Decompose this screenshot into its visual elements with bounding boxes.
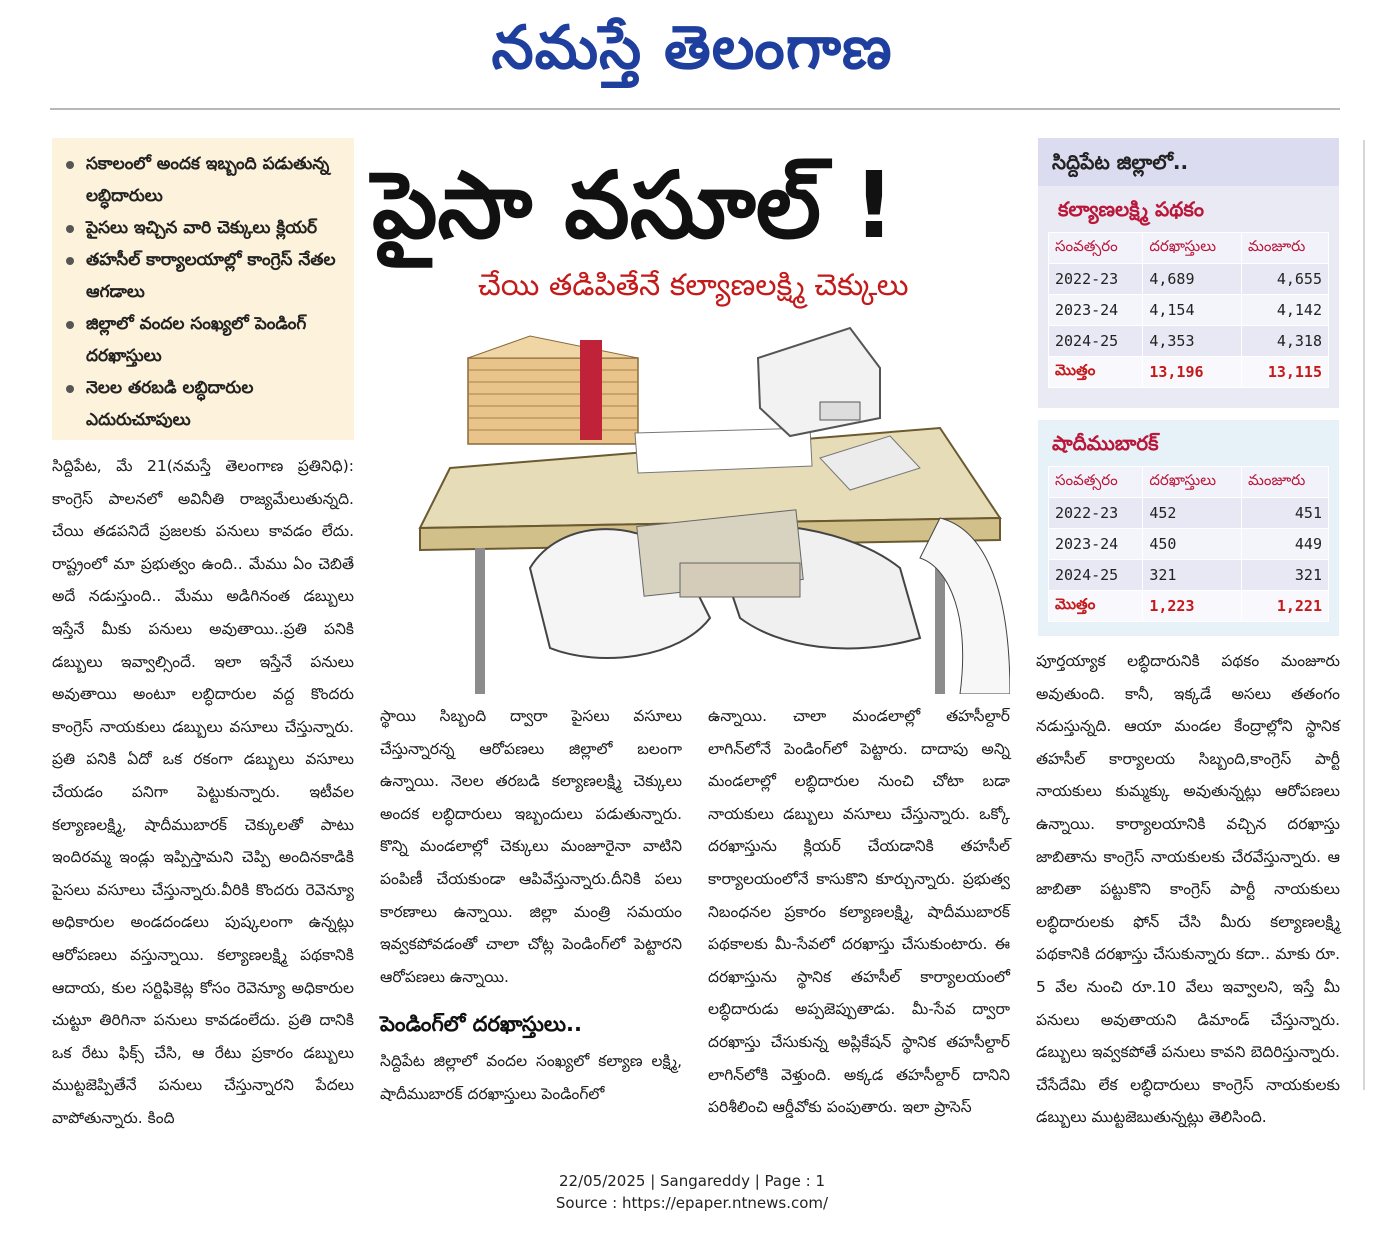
table-row: 2023-24 450 449 [1049,529,1329,560]
footer-source[interactable]: Source : https://epaper.ntnews.com/ [555,1194,829,1212]
table-header: మంజూరు [1242,467,1329,498]
highlight-item: నెలల తరబడి లబ్ధిదారుల ఎదురుచూపులు [64,372,346,436]
highlight-item: తహసీల్ కార్యాలయాల్లో కాంగ్రెస్ నేతల ఆగడాలు [64,244,346,308]
highlight-item: సకాలంలో అందక ఇబ్బంది పడుతున్న లబ్ధిదారులు [64,148,346,212]
shaadimubarak-title: షాదీముబారక్ [1052,431,1159,455]
article-column-3: ఉన్నాయి. చాలా మండలాల్లో తహసీల్దార్ లాగిన్‌లోనే పెండింగ్‌లో పెట్టారు. దాదాపు అన్ని మండలాల్లో లబ్ధిదారుల నుంచి చోటా బడా నాయకులు డబ్బులు వసూలు చేస్తున్నారు. ఒక్కో దరఖాస్తును క్లియర్ చేయడానికి తహసీల్ కార్యాలయంలోనే కాసుకొని కూర్చున్నారు. ప్రభుత్వ నిబంధనల ప్రకారం కల్యాణలక్ష్మి, షాదీముబారక్ పథకాలకు మీ-సేవలో దరఖాస్తు చేసుకుంటారు. ఈ దరఖాస్తును స్థానిక తహసీల్ కార్యాలయంలో లబ్ధిదారుడు అప్పజెప్పుతాడు. మీ-సేవ ద్వారా దరఖాస్తు చేసుకున్న అప్లికేషన్ స్థానిక తహసీల్దార్ లాగిన్‌లోకి వెళ్తుంది. అక్కడ తహసీల్దార్ దానిని పరిశీలించి ఆర్డీవోకు పంపుతారు. ఇలా ప్రాసెస్ [708,707,1010,1117]
headline: పైసా వసూల్ ! [372,152,895,259]
article-column-1: సిద్దిపేట, మే 21(నమస్తే తెలంగాణ ప్రతినిధి): కాంగ్రెస్ పాలనలో అవినీతి రాజ్యమేలుతున్నది. చేయి తడపనిదే ప్రజలకు పనులు కావడం లేదు. రాష్ట్రంలో మా ప్రభుత్వం ఉంది.. మేము ఏం చెబితే అదే నడుస్తుంది.. మేము అడిగినంత డబ్బులు ఇస్తేనే మీకు పనులు అవుతాయి..ప్రతి పనికి డబ్బులు ఇవ్వాల్సిందే. ఇలా ఇస్తేనే పనులు అవుతాయి అంటూ లబ్ధిదారుల వద్ద కొందరు కాంగ్రెస్ నాయకులు డబ్బులు వసూలు చేస్తున్నారు. ప్రతి పనికి ఏదో ఒక రకంగా డబ్బులు వసూలు చేయడం పనిగా పెట్టుకున్నారు. ఇటీవల కల్యాణలక్ష్మి, షాదీముబారక్ చెక్కులతో పాటు ఇందిరమ్మ ఇండ్లు ఇప్పిస్తామని చెప్పి అందినకాడికి పైసలు వసూలు చేస్తున్నారు.వీరికి కొందరు రెవెన్యూ అధికారుల అండదండలు పుష్కలంగా ఉన్నట్లు ఆరోపణలు వస్తున్నాయి. కల్యాణలక్ష్మి పథకానికి ఆదాయ, కుల సర్టిఫికెట్ల కోసం రెవెన్యూ అధికారుల చుట్టూ తిరిగినా పనులు కావడంలేదు. ప్రతి దానికి ఒక రేటు ఫిక్స్ చేసి, ఆ రేటు ప్రకారం డబ్బులు ముట్టజెప్పితేనే పనులు చేస్తున్నారని పేదలు వాపోతున్నారు. కింది [52,457,354,1127]
bullet-icon [66,385,74,393]
table-row: 2024-25 321 321 [1049,560,1329,591]
kalyanalakshmi-title: కల్యాణలక్ష్మి పథకం [1058,197,1204,221]
table-header: మంజూరు [1242,233,1329,264]
table-header: దరఖాస్తులు [1143,467,1242,498]
bullet-icon [66,161,74,169]
masthead-logo: నమస్తే తెలంగాణ [491,13,893,83]
bullet-icon [66,257,74,265]
table-row: 2024-25 4,353 4,318 [1049,326,1329,357]
article-column-4: పూర్తయ్యాక లబ్ధిదారునికి పథకం మంజూరు అవుతుంది. కానీ, ఇక్కడే అసలు తతంగం నడుస్తున్నది. ఆయా మండల కేంద్రాల్లోని స్థానిక తహసీల్ కార్యాలయ సిబ్బంది,కాంగ్రెస్ పార్టీ నాయకులు కుమ్మక్కు అవుతున్నట్లు ఆరోపణలు ఉన్నాయి. కార్యాలయానికి వచ్చిన దరఖాస్తు జాబితాను కాంగ్రెస్ నాయకులకు చేరవేస్తున్నారు. ఆ జాబితా పట్టుకొని కాంగ్రెస్ పార్టీ నాయకులు లబ్ధిదారులకు ఫోన్ చేసి మీరు కల్యాణలక్ష్మి పథకానికి దరఖాస్తు చేసుకున్నారు కదా.. మాకు రూ. 5 వేల నుంచి రూ.10 వేలు ఇవ్వాలని, ఇస్తే మీ పనులు అవుతాయని డిమాండ్ చేస్తున్నారు. డబ్బులు ఇవ్వకపోతే పనులు కావని బెదిరిస్తున్నారు. చేసేదేమి లేక లబ్ధిదారులు కాంగ్రెస్ నాయకులకు డబ్బులు ముట్టజెబుతున్నట్లు తెలిసింది. [1036,652,1340,1127]
table-total-row: మొత్తం 13,196 13,115 [1049,357,1329,388]
shaadimubarak-stats-box [1038,420,1339,636]
masthead-divider [50,108,1340,110]
table-row: 2022-23 4,689 4,655 [1049,264,1329,295]
table-header: సంవత్సరం [1049,467,1143,498]
kalyanalakshmi-stats-box [1038,138,1339,408]
highlights-box [52,138,354,440]
column-rule [1363,140,1365,1090]
kalyanalakshmi-table [1048,232,1329,388]
table-header: సంవత్సరం [1049,233,1143,264]
article-column-2: స్థాయి సిబ్బంది ద్వారా పైసలు వసూలు చేస్తున్నారన్న ఆరోపణలు జిల్లాలో బలంగా ఉన్నాయి. నెలల తరబడి కల్యాణలక్ష్మి చెక్కులు అందక లబ్ధిదారులు ఇబ్బందులు పడుతున్నారు. కొన్ని మండలాల్లో చెక్కులు మంజూరైనా వాటిని పంపిణీ చేయకుండా ఆపివేస్తున్నారు.దీనికి పలు కారణాలు ఉన్నాయి. జిల్లా మంత్రి సమయం ఇవ్వకపోవడంతో చాలా చోట్ల పెండింగ్‌లో పెట్టారని ఆరోపణలు ఉన్నాయి. పెండింగ్‌లో దరఖాస్తులు.. సిద్దిపేట జిల్లాలో వందల సంఖ్యలో కల్యాణ లక్ష్మి, షాదీముబారక్ దరఖాస్తులు పెండింగ్‌లో [380,707,682,1103]
shaadimubarak-table [1048,466,1329,622]
highlight-item: పైసలు ఇచ్చిన వారి చెక్కులు క్లియర్ [64,212,346,244]
section-subhead: పెండింగ్‌లో దరఖాస్తులు.. [380,1012,582,1037]
bribe-illustration [380,318,1010,694]
sidebar-title: సిద్దిపేట జిల్లాలో.. [1038,138,1339,186]
footer-date-page: 22/05/2025 | Sangareddy | Page : 1 [558,1172,825,1190]
subheadline: చేయి తడిపితేనే కల్యాణలక్ష్మి చెక్కులు [478,268,909,303]
table-row: 2023-24 4,154 4,142 [1049,295,1329,326]
table-total-row: మొత్తం 1,223 1,221 [1049,591,1329,622]
bullet-icon [66,225,74,233]
table-header: దరఖాస్తులు [1143,233,1242,264]
table-row: 2022-23 452 451 [1049,498,1329,529]
footer [0,1170,1384,1214]
highlight-item: జిల్లాలో వందల సంఖ్యలో పెండింగ్ దరఖాస్తులు [64,308,346,372]
bullet-icon [66,321,74,329]
